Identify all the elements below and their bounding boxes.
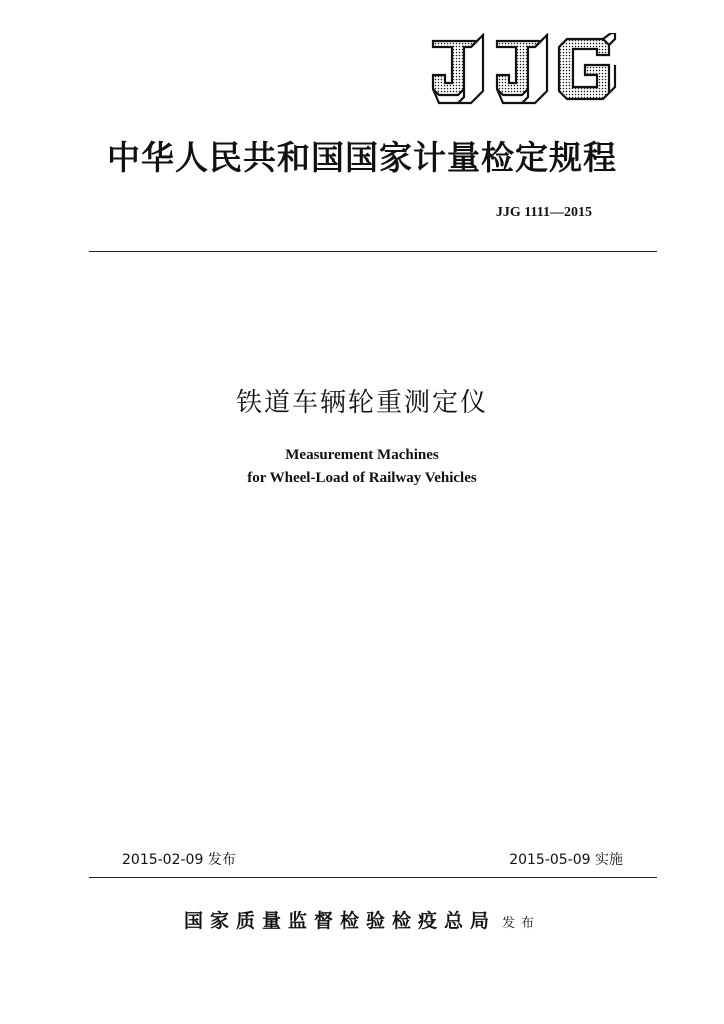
- document-title-chinese: 铁道车辆轮重测定仪: [235, 388, 488, 418]
- top-divider: [89, 251, 657, 252]
- document-title-english-line2: for Wheel-Load of Railway Vehicles: [247, 470, 477, 486]
- bottom-divider: [89, 877, 657, 878]
- document-title-english-line1: Measurement Machines: [285, 447, 439, 463]
- issuing-verb: 发布: [502, 916, 541, 931]
- standard-code: JJG 1111—2015: [495, 205, 592, 220]
- jjg-logo: [425, 33, 617, 105]
- issue-date: 2015-02-09 发布: [122, 852, 236, 868]
- issuer-line: [0, 906, 724, 933]
- standard-type-heading: 中华人民共和国国家计量检定规程: [107, 138, 617, 177]
- issuing-authority: 国家质量监督检验检疫总局: [183, 910, 496, 932]
- effective-date: 2015-05-09 实施: [509, 852, 623, 868]
